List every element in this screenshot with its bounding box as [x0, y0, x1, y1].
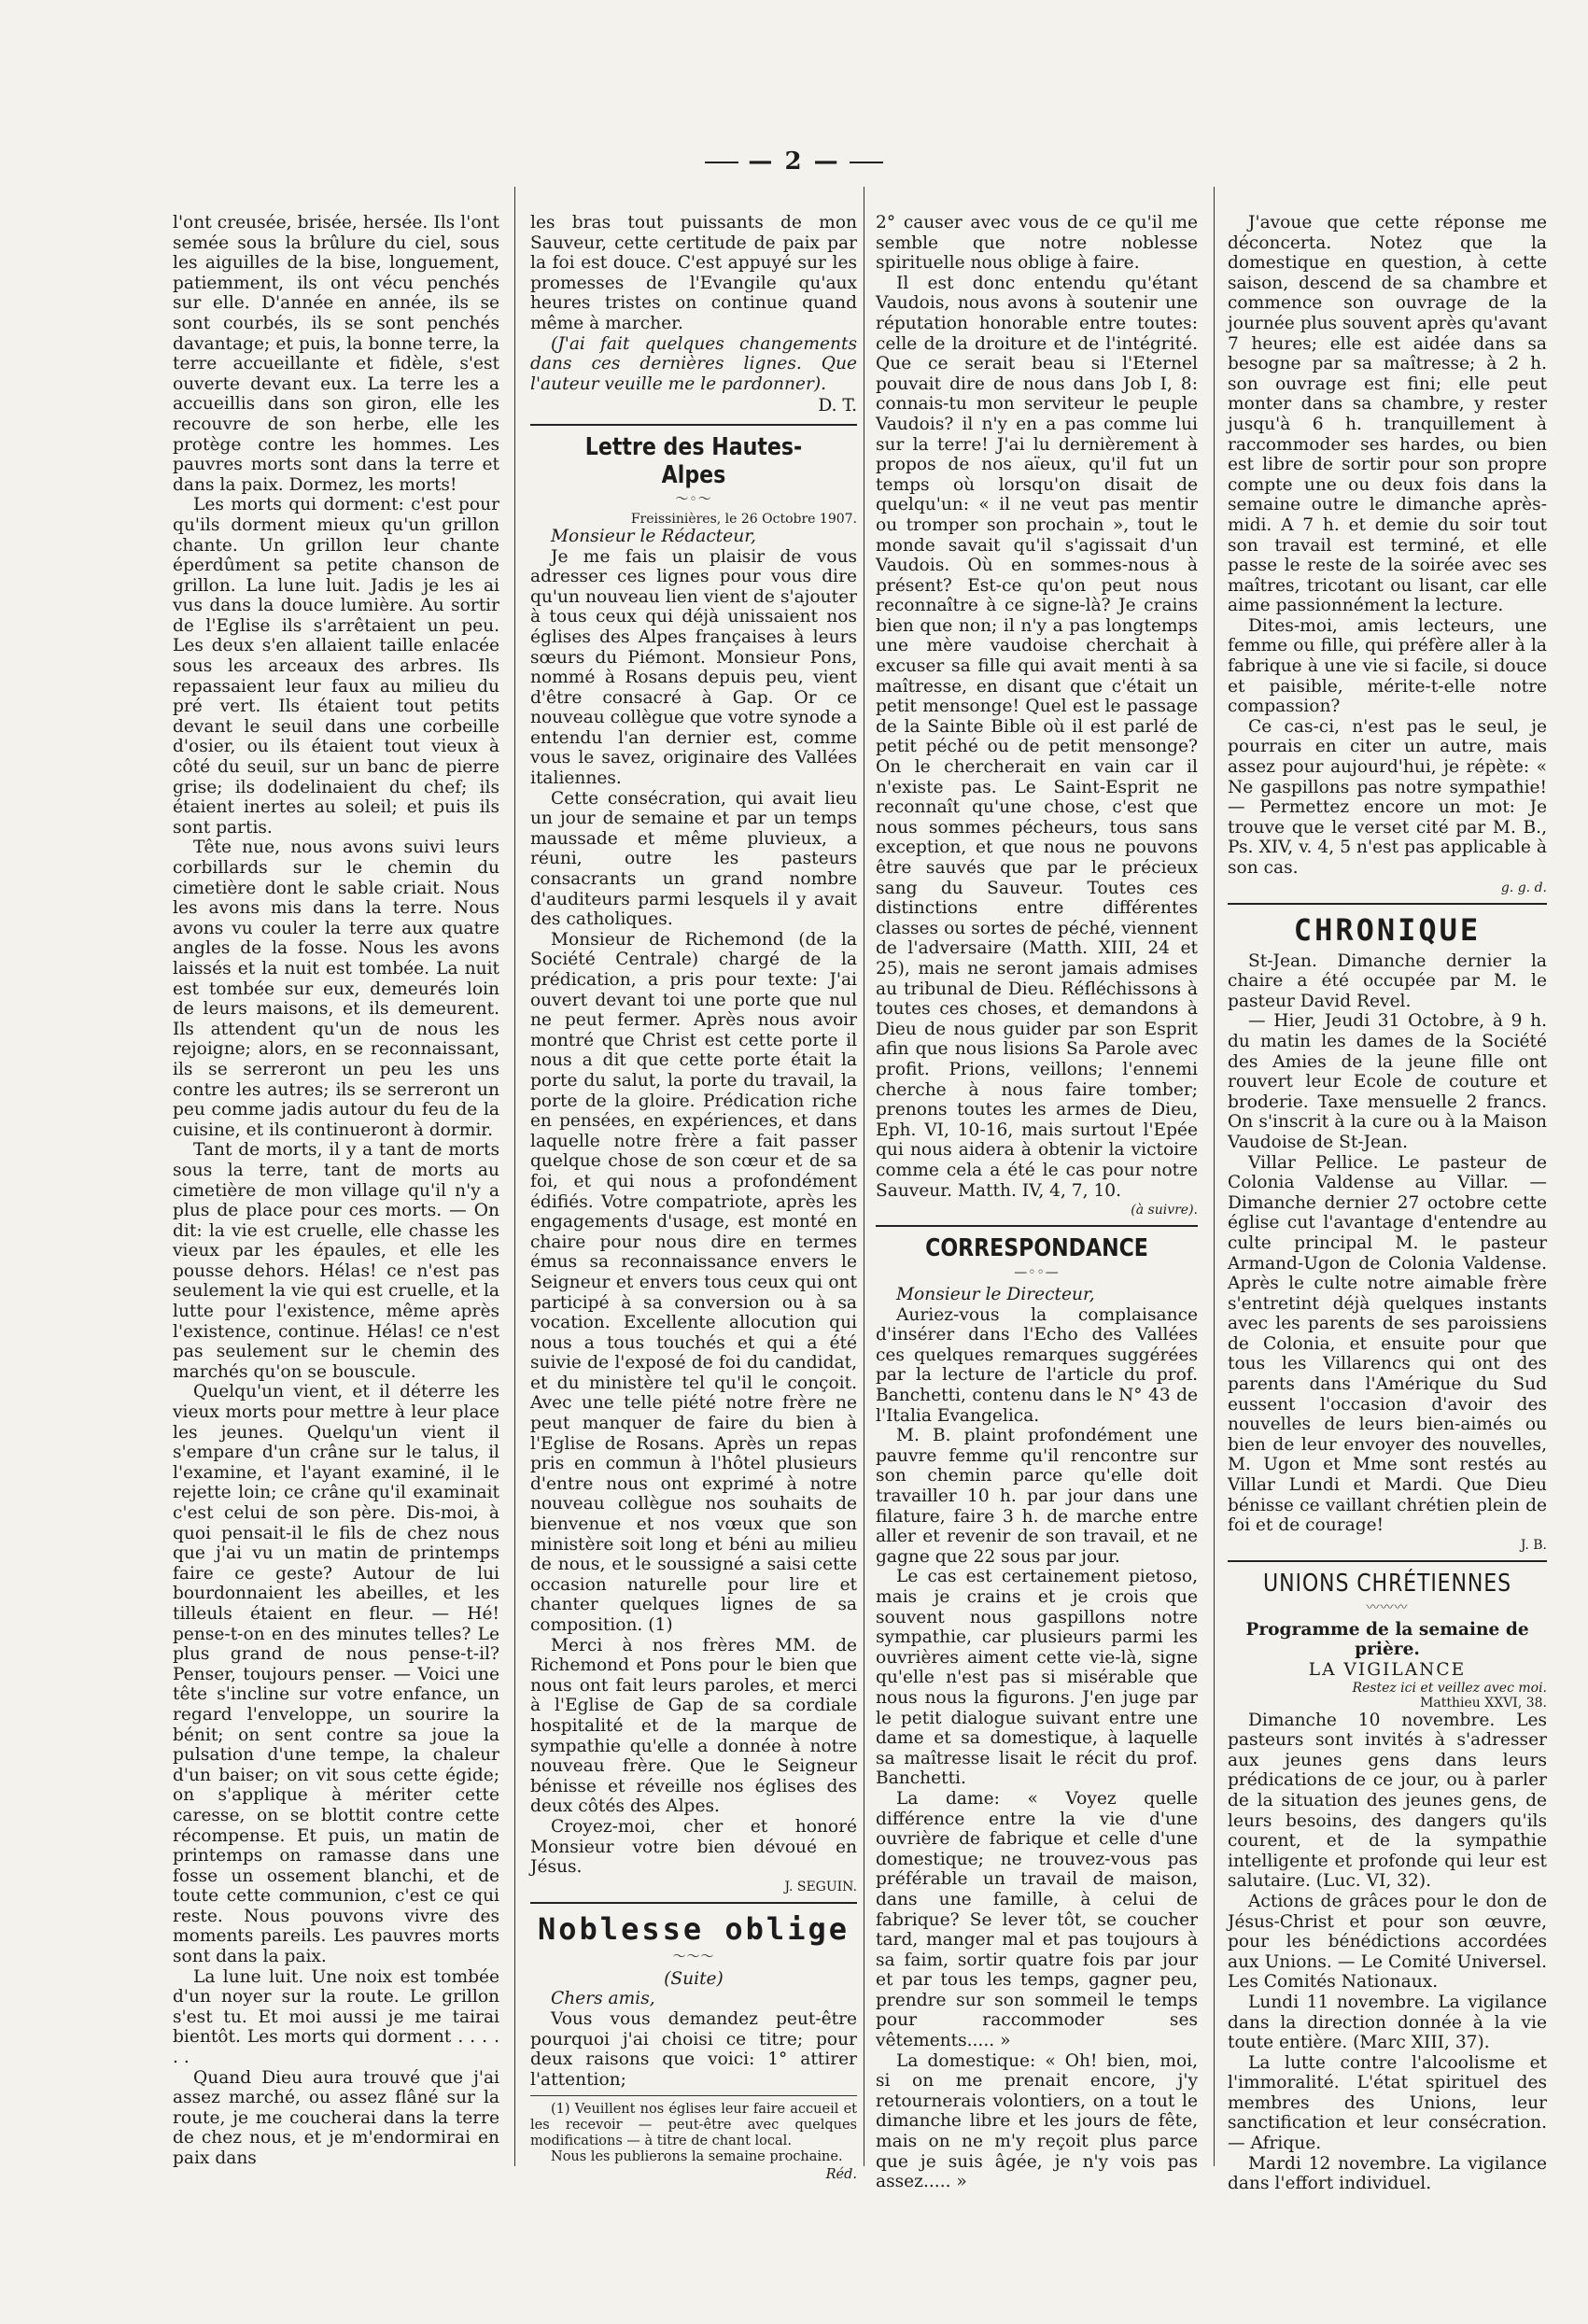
section-title-noblesse: Noblesse oblige — [538, 1910, 850, 1947]
paragraph: La domestique: « Oh! bien, moi, si on me prenait encore, j'y retournerais volontiers, on a tout le dimanche libre et les jours de fête, mais on ne m'y reçoit plus parce que je suis âgée, je n'y vois pas assez..... » — [876, 2050, 1198, 2192]
salutation: Monsieur le Rédacteur, — [551, 526, 756, 546]
paragraph: Ce cas-ci, n'est pas le seul, je pourrais en citer un autre, mais assez pour aujourd'hui, je répète: « Ne gaspillons pas notre sympathie! — Permettez encore un mot: Je trouve que le verset cité par M. B., Ps. XIV, v. 4, 5 n'est pas applicable à son cas. — [1228, 716, 1547, 878]
ornament-icon: 〰〰〰 — [1366, 1599, 1409, 1615]
editor-note: (J'ai fait quelques changements dans ces dernières lignes. Que l'auteur veuille me le pardonner). — [530, 333, 857, 394]
column-rule — [514, 187, 515, 2166]
paragraph: Cette consécration, qui avait lieu un jour de semaine et par un temps maussade et même pluvieux, a réuni, outre les pasteurs consacrants un grand nombre d'auditeurs parmi lesquels il y avait des catholiques. — [530, 788, 857, 930]
paragraph: Le cas est certainement pietoso, mais je crains et je crois que souvent nous gaspillons notre sympathie, car plusieurs parmi les ouvrières aiment cette vie-là, signe qu'elle n'est pas si misérable que nous nous la figurons. J'en juge par le petit dialogue suivant entre une dame et sa domestique, à laquelle sa maîtresse lisait le récit du prof. Banchetti. — [876, 1567, 1198, 1789]
page-number-rule-right — [850, 162, 883, 163]
section-title-lettre: Lettre des Hautes-Alpes — [584, 432, 803, 489]
paragraph: — Hier, Jeudi 31 Octobre, à 9 h. du matin les dames de la Société des Amies de la jeune fille ont rouvert leur Ecole de couture et broderie. Taxe mensuelle 2 francs. On s'inscrit à la cure ou à la Maison Vaudoise de St-Jean. — [1228, 1011, 1547, 1152]
section-title-unions: UNIONS CHRÉTIENNES — [1263, 1569, 1511, 1598]
salutation: Monsieur le Directeur, — [896, 1285, 1095, 1305]
paragraph: J'avoue que cette réponse me déconcerta. Notez que la domestique en question, à cette saison, descend de sa chambre et commence son ouvrage de la journée plus souvent après qu'avant 7 heures; elle est aidée dans sa besogne par sa maîtresse; à 2 h. son ouvrage est fini; elle peut monter dans sa chambre, y rester jusqu'à 6 h. tranquillement à raccommoder ses hardes, ou bien est libre de sortir pour son propre compte une ou deux fois dans la semaine outre le dimanche après-midi. A 7 h. et demie du soir tout son travail est terminé, et elle passe le reste de la soirée avec ses maîtres, tricotant ou lisant, car elle aime passionnément la lecture. — [1228, 213, 1548, 616]
programme-title: Programme de la semaine de prière. — [1245, 1619, 1529, 1660]
paragraph: Tête nue, nous avons suivi leurs corbillards sur le chemin du cimetière dont le sable criait. Nous les avons mis dans la terre. Nous avons vu couler la terre aux quatre angles de la fosse. Nous les avons laissés et la nuit est tombée. La nuit est tombée sur eux, demeurés loin de leurs maisons, et ils demeurent. Ils attendent qu'un de nous les rejoigne; alors, en se reconnaissant, ils se serreront un peu les uns contre les autres; ils se serreront un peu comme jadis autour du feu de la cuisine, et ils continueront à dormir. — [173, 838, 499, 1140]
section-divider — [1228, 1560, 1547, 1562]
paragraph: 2° causer avec vous de ce qu'il me semble que notre noblesse spirituelle nous oblige à faire. — [876, 213, 1198, 274]
paragraph: Vous vous demandez peut-être pourquoi j'ai choisi ce titre; pour deux raisons que voici: 1° attirer l'attention; — [530, 2008, 857, 2090]
section-divider — [876, 1225, 1198, 1227]
section-divider — [530, 424, 857, 426]
paragraph: St-Jean. Dimanche dernier la chaire a été occupée par M. le pasteur David Revel. — [1228, 951, 1547, 1011]
paragraph: Tant de morts, il y a tant de morts sous la terre, tant de morts au cimetière de mon village qu'il n'y a plus de place pour ces morts. — On dit: la vie est cruelle, elle chasse les vieux par les épaules, et elle les pousse dehors. Hélas! ce n'est pas seulement la vie qui est cruelle, et la lutte pour l'existence, même après l'existence, continue. Hélas! ce n'est pas seulement sur le chemin des marchés qu'on se bouscule. — [173, 1140, 499, 1382]
paragraph: M. B. plaint profondément une pauvre femme qu'il rencontre sur son chemin parce qu'elle doit travailler 10 h. par jour dans une filature, faire 3 h. de marche entre aller et revenir de son travail, et ne gagne que 22 sous par jour. — [876, 1426, 1198, 1567]
paragraph: Auriez-vous la complaisance d'insérer dans l'Echo des Vallées ces quelques remarques suggérées par la lecture de l'article du prof. Banchetti, contenu dans le N° 43 de l'Italia Evangelica. — [876, 1304, 1198, 1426]
page-number — [0, 148, 1588, 176]
paragraph: Croyez-moi, cher et honoré Monsieur votre bien dévoué en Jésus. — [530, 1816, 857, 1878]
paragraph: Villar Pellice. Le pasteur de Colonia Valdense au Villar. — Dimanche dernier 27 octobre cette église cut l'avantage d'entendre au culte principal M. le pasteur Armand-Ugon de Colonia Valdense. Après le culte notre aimable frère s'entretint déjà quelques instants avec les parents de ses paroissiens de Colonia, et ensuite pour que tous les Villarencs qui ont des parents dans l'Amérique du Sud eussent l'occasion d'avoir des nouvelles de leurs bien-aimés ou bien de leur envoyer des nouvelles, M. Ugon et Mme sont restés au Villar Lundi et Mardi. Que Dieu bénisse ce vaillant chrétien plein de foi et de courage! — [1228, 1152, 1547, 1536]
column-rule — [1214, 187, 1215, 2166]
salutation: Chers amis, — [551, 1989, 655, 2009]
paragraph: l'ont creusée, brisée, hersée. Ils l'ont semée sous la brûlure du ciel, sous les aiguilles de la bise, longuement, patiemment, ils ont vécu penchés sur elle. D'année en année, ils se sont courbés, ils se sont penchés davantage; et puis, la bonne terre, la terre accueillante et fidèle, s'est ouverte devant eux. La terre les a accueillis dans son giron, elle les recouvre de son herbe, elle les protège contre les hommes. Les pauvres morts sont dans la terre et dans la paix. Dormez, les morts! — [173, 213, 499, 495]
paragraph: Actions de grâces pour le don de Jésus-Christ et pour son œuvre, pour les bénédictions accordées aux Unions. — Le Comité Universel. Les Comités Nationaux. — [1228, 1891, 1547, 1993]
paragraph: La lune luit. Une noix est tombée d'un noyer sur la route. Le grillon s'est tu. Et moi aussi je me tairai bientôt. Les morts qui dorment . . . . . . — [173, 1966, 499, 2068]
footnote: (1) Veuillent nos églises leur faire accueil et les recevoir — peut-être avec quelques modifications — à titre de chant local. — [530, 2102, 857, 2149]
paragraph: Quand Dieu aura trouvé que j'ai assez marché, ou assez flâné sur la route, je me coucherai dans la terre de chez nous, et je m'endormirai en paix dans — [173, 2067, 499, 2168]
column-4 — [1228, 213, 1547, 2194]
section-title-chronique: CHRONIQUE — [1293, 911, 1482, 948]
paragraph: Merci à nos frères MM. de Richemond et Pons pour le bien que nous ont fait leurs paroles, et merci à l'Eglise de Gap de sa cordiale hospitalité et de la marque de sympathie qu'elle a donnée à notre nouveau frère. Que le Seigneur bénisse et réveille nos églises des deux côtés des Alpes. — [530, 1635, 857, 1817]
footnote: Nous les publierons la semaine prochaine. — [551, 2149, 843, 2165]
ornament-icon: 〜〜〜 — [672, 1949, 715, 1965]
paragraph: Il est donc entendu qu'étant Vaudois, nous avons à soutenir une réputation honorable entre toutes: celle de la droiture et de l'intégrité. Que ce serait beau si l'Eternel pouvait dire de nous dans Job I, 8: connais-tu mon serviteur le peuple Vaudois? il n'y en a pas comme lui sur la terre! J'ai lu dernièrement à propos de nos aïeux, qu'il fut un temps où lorsqu'on disait de quelqu'un: « il ne veut pas mentir ou tromper son prochain », tout le monde savait qu'il s'agissait d'un Vaudois. Où en sommes-nous à présent? Est-ce qu'on peut nous reconnaître à ce signe-là? Je crains bien que non; il n'y a pas longtemps une mère vaudoise cherchait à excuser sa fille qui avait menti à sa maîtresse, en disant que c'était un petit mensonge! Quel est le passage de la Sainte Bible où il est parlé de petit péché ou de petit mensonge? On le chercherait en vain car il n'existe pas. Le Saint-Esprit ne reconnaît qu'une chose, c'est que nous sommes pécheurs, tous sans exception, et que nous ne pouvons être sauvés que par le précieux sang du Sauveur. Toutes ces distinctions entre différentes classes ou sortes de péché, viennent de l'adversaire (Matth. XIII, 24 et 25), mais ne seront jamais admises au tribunal de Dieu. Réfléchissons à toutes ces choses, et demandons à Dieu de nous guider par son Esprit afin que nous lisions Sa Parole avec profit. Prions, veillons; l'ennemi cherche à nous faire tomber; prenons toutes les armes de Dieu, Eph. VI, 10-16, mais surtout l'Epée qui nous aidera à obtenir la victoire comme cela a été le cas pour notre Sauveur. Matth. IV, 4, 7, 10. — [876, 273, 1198, 1201]
epigraph-reference: Matthieu XXVI, 38. — [1420, 1695, 1547, 1711]
epigraph: Restez ici et veillez avec moi. — [1352, 1680, 1547, 1696]
programme-theme: LA VIGILANCE — [1308, 1660, 1467, 1680]
page-number-rule-left — [705, 162, 738, 163]
page-number-text: — 2 — — [748, 148, 840, 176]
paragraph: Quelqu'un vient, et il déterre les vieux morts pour mettre à leur place les jeunes. Quelqu'un vient il s'empare d'un crâne sur le talus, il l'examine, et l'ayant examiné, il le rejette loin; ce crâne qu'il examinait c'est celui de son père. Dis-moi, à quoi pensait-il le fils de chez nous que j'ai vu un matin de printemps faire ce geste? Autour de lui bourdonnaient les abeilles, et les tilleuls étaient en fleur. — Hé! pense-t-on en des minutes telles? Le plus grand de nous pense-t-il? Penser, toujours penser. — Voici une tête s'incline sur votre enfance, un regard l'enveloppe, un sourire la bénit; on sent contre sa joue la pulsation d'une tempe, la chaleur d'un baiser; on vit sous cette égide; on s'applique à mériter cette caresse, on se blottit contre cette récompense. Et puis, un matin de printemps on ramasse dans une fosse un ossement blanchi, et de toute cette communion, c'est ce qui reste. Nous pouvons vivre des moments pareils. Les pauvres morts sont dans la paix. — [173, 1382, 499, 1967]
footnote-signature: Réd. — [825, 2167, 857, 2183]
paragraph: Je me fais un plaisir de vous adresser ces lignes pour vous dire qu'un nouveau lien vient de s'ajouter à tous ceux qui déjà unissaient nos églises des Alpes françaises à leurs sœurs du Piémont. Monsieur Pons, nommé à Rosans depuis peu, vient d'être consacré à Gap. Or ce nouveau collègue que votre synode a entendu l'an dernier est, comme vous le savez, originaire des Vallées italiennes. — [530, 546, 857, 789]
paragraph: Dites-moi, amis lecteurs, une femme ou fille, qui préfère aller à la fabrique à une vie si facile, si douce et paisible, mérite-t-elle notre compassion? — [1228, 615, 1547, 717]
column-1 — [173, 213, 499, 2169]
section-divider — [1228, 903, 1547, 905]
column-3 — [876, 213, 1198, 2192]
paragraph: Dimanche 10 novembre. Les pasteurs sont invités à s'adresser aux jeunes gens dans leurs prédications de ce jour, ou à parler de la situation des jeunes gens, de leurs besoins, des dangers qu'ils courent, et de la sympathie intelligente et profonde qui leur est salutaire. (Luc. VI, 32). — [1228, 1710, 1547, 1892]
signature: g. g. d. — [1500, 880, 1547, 895]
paragraph: Monsieur de Richemond (de la Société Centrale) chargé de la prédication, a pris pour texte: J'ai ouvert devant toi une porte que nul ne peut fermer. Après nous avoir montré que Christ est cette porte il nous a dit que cette porte était la porte du salut, la porte du travail, la porte de la gloire. Prédication riche en pensées, en expériences, et dans laquelle notre frère a fait passer quelque chose de son cœur et de sa foi, et qui nous a profondément édifiés. Votre compatriote, après les engagements d'usage, est monté en chaire pour nous dire en termes émus sa reconnaissance envers le Seigneur et envers tous ceux qui ont participé à sa conversion ou à sa vocation. Excellente allocution qui nous a tous touchés et qui a été suivie de l'exposé de foi du candidat, et du ministère tel qu'il le conçoit. Avec une telle piété notre frère ne peut manquer de faire du bien à l'Eglise de Rosans. Après un repas pris en commun à l'hôtel plusieurs d'entre nous ont exprimé à notre nouveau collègue nos souhaits de bienvenue et nos vœux que son ministère soit long et béni au milieu de nous, et le soussigné a saisi cette occasion naturelle pour lire et chanter quelques lignes de sa composition. (1) — [530, 929, 857, 1635]
signature: J. SEGUIN. — [784, 1879, 857, 1894]
column-2 — [530, 213, 857, 2183]
paragraph: Les morts qui dorment: c'est pour qu'ils dorment mieux qu'un grillon chante. Un grillon leur chante éperdûment sa petite chanson de grillon. La lune luit. Jadis je les ai vus dans la douce lumière. Au sortir de l'Eglise ils s'arrêtaient un peu. Les deux s'en allaient taille enlacée sous les arceaux des arbres. Ils repassaient leur faux au milieu du pré vert. Ils étaient tout petits devant le seuil dans une corbeille d'osier, ou ils étaient tout vieux à côté du seuil, sur un banc de pierre grise; ils dodelinaient du chef; ils étaient inertes au soleil; et puis ils sont partis. — [173, 495, 499, 838]
subtitle: (Suite) — [664, 1968, 724, 1989]
section-title-correspondance: CORRESPONDANCE — [925, 1234, 1148, 1263]
to-be-continued: (à suivre). — [1131, 1203, 1198, 1218]
section-divider — [530, 1902, 857, 1904]
dateline: Freissinières, le 26 Octobre 1907. — [630, 511, 857, 527]
footnote-divider — [530, 2095, 857, 2096]
paragraph: les bras tout puissants de mon Sauveur, cette certitude de paix par la foi est douce. C'est appuyé sur les promesses de l'Evangile qu'aux heures tristes on continue quand même à marcher. — [530, 213, 857, 333]
ornament-icon: —◦◦— — [1014, 1265, 1060, 1281]
paragraph: La dame: « Voyez quelle différence entre la vie d'une ouvrière de fabrique et celle d'une domestique; ne trouvez-vous pas préférable un travail de maison, dans une famille, à celui de fabrique? Se lever tôt, se coucher tard, manger mal et pas toujours à sa faim, sortir quatre fois par jour et par tous les temps, gagner peu, prendre sur son sommeil le temps pour raccommoder ses vêtements..... » — [876, 1788, 1198, 2051]
ornament-icon: 〜◦〜 — [675, 491, 712, 507]
signature: D. T. — [818, 396, 857, 416]
paragraph: La lutte contre l'alcoolisme et l'immoralité. L'état spirituel des membres des Unions, leur sanctification et leur consécration. — Afrique. — [1228, 2052, 1547, 2154]
paragraph: Lundi 11 novembre. La vigilance dans la direction donnée à la vie toute entière. (Marc XIII, 37). — [1228, 1992, 1547, 2053]
signature: J. B. — [1520, 1537, 1547, 1553]
paragraph: Mardi 12 novembre. La vigilance dans l'effort individuel. — [1228, 2153, 1547, 2194]
